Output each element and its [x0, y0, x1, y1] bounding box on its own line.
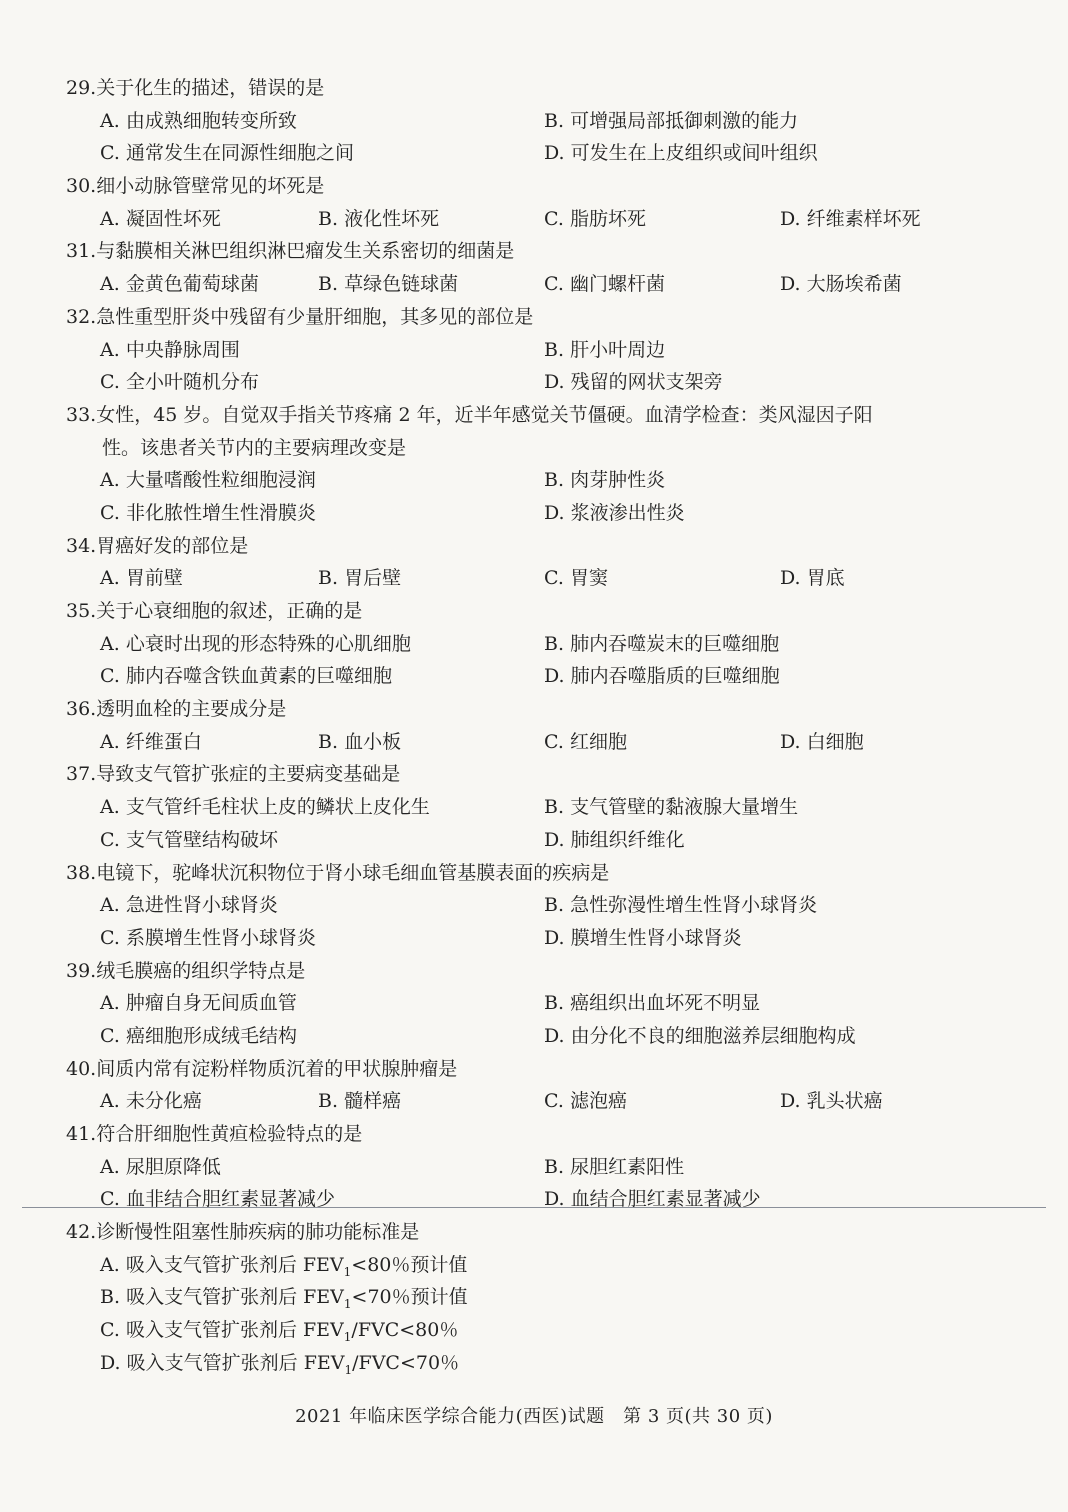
- option-letter: B.: [544, 632, 565, 655]
- option-text: 支气管壁的黏液腺大量增生: [570, 796, 799, 819]
- option-text: 系膜增生性肾小球肾炎: [125, 926, 316, 949]
- question-stem-text: 间质内常有淀粉样物质沉着的甲状腺肿瘤是: [96, 1057, 458, 1080]
- question-stem: [66, 432, 1016, 465]
- answer-option[interactable]: [100, 1347, 459, 1387]
- option-letter: A.: [100, 567, 120, 590]
- question-stem-text: 透明血栓的主要成分是: [96, 698, 287, 721]
- question-number: 39.: [66, 959, 97, 982]
- option-row: [66, 268, 1016, 301]
- option-text: 幽门螺杆菌: [569, 273, 665, 296]
- option-text: 胃窦: [569, 567, 608, 590]
- option-letter: D.: [544, 926, 565, 949]
- question-stem-text: 绒毛膜癌的组织学特点是: [96, 959, 306, 982]
- option-row: [66, 628, 1016, 661]
- answer-option[interactable]: [100, 562, 183, 595]
- answer-option[interactable]: [100, 1020, 297, 1053]
- question-stem-text: 诊断慢性阻塞性肺疾病的肺功能标准是: [96, 1221, 420, 1244]
- question-stem-text: 符合肝细胞性黄疸检验特点的是: [96, 1123, 363, 1145]
- option-letter: D.: [780, 207, 801, 230]
- page-footer: 2021 年临床医学综合能力(西医)试题 第 3 页(共 30 页): [295, 1406, 773, 1427]
- option-text-suffix: /FVC<70％: [352, 1351, 460, 1374]
- answer-option[interactable]: [318, 268, 458, 301]
- option-row: [66, 137, 1016, 170]
- option-row: [66, 1183, 1016, 1216]
- option-row: [66, 922, 1016, 955]
- option-text: 髓样癌: [344, 1090, 402, 1113]
- question-stem: [66, 693, 1016, 726]
- option-text: 癌组织出血坏死不明显: [570, 992, 761, 1015]
- answer-option[interactable]: [544, 1183, 761, 1216]
- option-letter: B.: [318, 1090, 339, 1113]
- option-text: 脂肪坏死: [569, 207, 646, 230]
- answer-option[interactable]: [100, 334, 240, 367]
- page-fold-line: [22, 1207, 1046, 1208]
- option-letter: D.: [544, 142, 565, 165]
- option-row: [66, 824, 1016, 857]
- answer-option[interactable]: [780, 203, 921, 236]
- answer-option[interactable]: [544, 366, 723, 399]
- option-row: [66, 791, 1016, 824]
- option-text: 肺内吞噬炭末的巨噬细胞: [570, 632, 780, 655]
- question-stem: [66, 1216, 1016, 1249]
- option-text: 吸入支气管扩张剂后 FEV: [126, 1351, 345, 1374]
- option-letter: D.: [544, 1024, 565, 1047]
- option-letter: A.: [100, 730, 120, 753]
- option-text: 可增强局部抵御刺激的能力: [570, 109, 799, 132]
- option-letter: C.: [100, 371, 120, 394]
- question-number: 33.: [66, 403, 97, 426]
- option-letter: B.: [318, 207, 339, 230]
- option-letter: B.: [544, 894, 565, 917]
- option-letter: A.: [100, 1090, 120, 1113]
- answer-option[interactable]: [100, 1085, 202, 1118]
- option-letter: D.: [780, 567, 801, 590]
- question: [66, 399, 1016, 530]
- option-subscript: 1: [343, 1329, 352, 1344]
- option-text: 急进性肾小球肾炎: [125, 894, 278, 917]
- answer-option[interactable]: [544, 660, 780, 693]
- option-text: 膜增生性肾小球肾炎: [570, 926, 742, 949]
- question: [66, 1216, 1016, 1379]
- option-letter: A.: [100, 338, 120, 361]
- option-text: 癌细胞形成绒毛结构: [125, 1024, 297, 1047]
- option-text: 吸入支气管扩张剂后 FEV: [126, 1286, 344, 1309]
- question: [66, 1053, 1016, 1118]
- question-stem-text: 急性重型肝炎中残留有少量肝细胞，其多见的部位是: [96, 305, 534, 328]
- option-text: 草绿色链球菌: [344, 273, 459, 296]
- question-stem-text: 胃癌好发的部位是: [96, 534, 249, 557]
- answer-option[interactable]: [544, 889, 817, 922]
- option-text: 肺内吞噬脂质的巨噬细胞: [570, 665, 780, 688]
- option-text: 支气管纤毛柱状上皮的鳞状上皮化生: [125, 796, 430, 819]
- option-letter: A.: [100, 207, 120, 230]
- option-letter: D.: [780, 730, 801, 753]
- answer-option[interactable]: [100, 1183, 335, 1216]
- question: [66, 955, 1016, 1053]
- question-stem: [66, 72, 1016, 105]
- option-row: [66, 1085, 1016, 1118]
- option-letter: D.: [780, 1090, 801, 1113]
- option-letter: D.: [544, 371, 565, 394]
- option-letter: D.: [544, 828, 565, 851]
- option-letter: C.: [544, 730, 564, 753]
- option-letter: C.: [100, 665, 120, 688]
- option-text: 肝小叶周边: [570, 338, 666, 361]
- question-stem-text: 与黏膜相关淋巴组织淋巴瘤发生关系密切的细菌是: [96, 240, 515, 263]
- option-letter: C.: [100, 1024, 120, 1047]
- option-letter: A.: [100, 469, 120, 492]
- option-letter: B.: [318, 273, 339, 296]
- answer-option[interactable]: [544, 464, 665, 497]
- answer-option[interactable]: [780, 726, 864, 759]
- question: [66, 301, 1016, 399]
- option-letter: C.: [100, 1319, 120, 1342]
- option-letter: B.: [544, 992, 565, 1015]
- option-text: 胃底: [806, 567, 845, 590]
- option-row: [66, 660, 1016, 693]
- question: [66, 530, 1016, 595]
- answer-option[interactable]: [544, 105, 798, 138]
- option-text: 胃后壁: [344, 567, 402, 590]
- option-letter: A.: [100, 273, 120, 296]
- option-letter: A.: [100, 1155, 120, 1178]
- answer-option[interactable]: [544, 987, 760, 1020]
- option-row: [66, 1020, 1016, 1053]
- option-text: 液化性坏死: [344, 207, 440, 230]
- question: [66, 693, 1016, 758]
- option-text: 急性弥漫性增生性肾小球肾炎: [570, 894, 818, 917]
- question-stem: [66, 1053, 1016, 1086]
- answer-option[interactable]: [318, 1085, 401, 1118]
- answer-option[interactable]: [544, 137, 818, 170]
- option-letter: C.: [100, 926, 120, 949]
- option-letter: D.: [544, 665, 565, 688]
- answer-option[interactable]: [100, 464, 316, 497]
- option-letter: C.: [544, 207, 564, 230]
- answer-option[interactable]: [100, 1151, 221, 1184]
- question: [66, 170, 1016, 235]
- option-letter: C.: [100, 142, 120, 165]
- option-text: 非化脓性增生性滑膜炎: [125, 501, 316, 524]
- question-number: 30.: [66, 175, 97, 198]
- answer-option[interactable]: [780, 1085, 883, 1118]
- answer-option[interactable]: [100, 660, 392, 693]
- option-text: 可发生在上皮组织或间叶组织: [570, 142, 818, 165]
- option-letter: C.: [100, 828, 120, 851]
- answer-option[interactable]: [544, 628, 779, 661]
- option-text: 白细胞: [806, 730, 864, 753]
- option-text: 乳头状癌: [806, 1090, 883, 1113]
- question-stem: [66, 170, 1016, 203]
- option-letter: A.: [100, 796, 120, 819]
- question-stem: [66, 595, 1016, 628]
- question-list: [66, 72, 1016, 1380]
- option-letter: B.: [544, 469, 565, 492]
- option-text: 滤泡癌: [569, 1090, 627, 1113]
- option-letter: D.: [780, 273, 801, 296]
- question-stem: [66, 530, 1016, 563]
- option-text: 通常发生在同源性细胞之间: [125, 142, 354, 165]
- answer-option[interactable]: [100, 889, 278, 922]
- option-text: 肺组织纤维化: [570, 828, 685, 851]
- option-letter: C.: [544, 273, 564, 296]
- option-letter: B.: [544, 796, 565, 819]
- option-text: 未分化癌: [125, 1090, 202, 1113]
- question-number: 37.: [66, 763, 97, 786]
- option-letter: B.: [100, 1286, 121, 1309]
- option-text-suffix: <80％预计值: [351, 1253, 468, 1276]
- question-stem-text: 女性，45 岁。自觉双手指关节疼痛 2 年，近半年感觉关节僵硬。血清学检查：类风湿因子阳: [96, 403, 873, 426]
- question-number: 41.: [66, 1123, 97, 1145]
- option-text-suffix: <70％预计值: [351, 1286, 468, 1309]
- answer-option[interactable]: [544, 203, 646, 236]
- question-stem: [66, 301, 1016, 334]
- question-number: 42.: [66, 1221, 97, 1244]
- answer-option[interactable]: [544, 1151, 684, 1184]
- answer-option[interactable]: [100, 497, 316, 530]
- option-letter: B.: [318, 567, 339, 590]
- option-letter: A.: [100, 1253, 120, 1276]
- option-text: 纤维蛋白: [125, 730, 202, 753]
- option-letter: A.: [100, 992, 120, 1015]
- question: [66, 72, 1016, 170]
- question-stem: [66, 1118, 1016, 1151]
- option-letter: A.: [100, 894, 120, 917]
- answer-option[interactable]: [544, 1085, 627, 1118]
- option-row: [66, 1249, 1016, 1282]
- option-text: 血非结合胆红素显著减少: [125, 1188, 335, 1211]
- option-row: [66, 334, 1016, 367]
- option-text: 大肠埃希菌: [806, 273, 902, 296]
- answer-option[interactable]: [544, 791, 798, 824]
- option-text: 肿瘤自身无间质血管: [125, 992, 297, 1015]
- option-letter: C.: [544, 1090, 564, 1113]
- option-subscript: 1: [344, 1362, 353, 1377]
- question-stem: [66, 235, 1016, 268]
- answer-option[interactable]: [544, 268, 665, 301]
- answer-option[interactable]: [544, 726, 627, 759]
- answer-option[interactable]: [318, 203, 439, 236]
- option-text: 心衰时出现的形态特殊的心肌细胞: [125, 632, 411, 655]
- option-text: 中央静脉周围: [125, 338, 240, 361]
- option-row: [66, 1347, 1016, 1380]
- option-subscript: 1: [343, 1297, 352, 1312]
- option-text: 肺内吞噬含铁血黄素的巨噬细胞: [125, 665, 392, 688]
- question-stem-text: 关于心衰细胞的叙述，正确的是: [96, 600, 363, 622]
- option-text: 全小叶随机分布: [125, 371, 259, 394]
- option-text: 吸入支气管扩张剂后 FEV: [125, 1319, 344, 1342]
- question: [66, 758, 1016, 856]
- question-stem-text: 电镜下，驼峰状沉积物位于肾小球毛细血管基膜表面的疾病是: [96, 861, 610, 884]
- answer-option[interactable]: [100, 824, 278, 857]
- answer-option[interactable]: [100, 268, 259, 301]
- question-stem-text: 性。该患者关节内的主要病理改变是: [102, 436, 407, 459]
- answer-option[interactable]: [544, 334, 665, 367]
- answer-option[interactable]: [100, 203, 221, 236]
- question-stem-text: 关于化生的描述，错误的是: [96, 77, 325, 99]
- question: [66, 857, 1016, 955]
- option-text: 由分化不良的细胞滋养层细胞构成: [570, 1024, 856, 1047]
- option-row: [66, 497, 1016, 530]
- option-letter: B.: [544, 338, 565, 361]
- option-letter: D.: [100, 1351, 121, 1374]
- option-text: 金黄色葡萄球菌: [125, 273, 259, 296]
- option-row: [66, 726, 1016, 759]
- option-text: 肉芽肿性炎: [570, 469, 666, 492]
- option-letter: C.: [544, 567, 564, 590]
- option-row: [66, 889, 1016, 922]
- answer-option[interactable]: [544, 922, 742, 955]
- answer-option[interactable]: [100, 726, 202, 759]
- option-text: 尿胆红素阳性: [570, 1155, 685, 1178]
- option-letter: A.: [100, 109, 120, 132]
- option-text: 尿胆原降低: [125, 1155, 221, 1178]
- question-stem: [66, 857, 1016, 890]
- answer-option[interactable]: [544, 824, 685, 857]
- answer-option[interactable]: [100, 105, 297, 138]
- option-letter: C.: [100, 501, 120, 524]
- answer-option[interactable]: [100, 791, 430, 824]
- question-stem: [66, 758, 1016, 791]
- option-row: [66, 464, 1016, 497]
- question-number: 36.: [66, 698, 97, 721]
- option-text: 大量嗜酸性粒细胞浸润: [125, 469, 316, 492]
- option-text: 浆液渗出性炎: [570, 501, 685, 524]
- answer-option[interactable]: [100, 137, 354, 170]
- question-number: 38.: [66, 861, 97, 884]
- option-text: 残留的网状支架旁: [570, 371, 723, 394]
- question-number: 31.: [66, 240, 97, 263]
- answer-option[interactable]: [100, 987, 297, 1020]
- question: [66, 1118, 1016, 1216]
- question-number: 40.: [66, 1057, 97, 1080]
- option-letter: B.: [318, 730, 339, 753]
- option-row: [66, 1314, 1016, 1347]
- option-text: 红细胞: [569, 730, 627, 753]
- option-row: [66, 1151, 1016, 1184]
- question-number: 29.: [66, 77, 97, 99]
- option-row: [66, 562, 1016, 595]
- option-row: [66, 1281, 1016, 1314]
- answer-option[interactable]: [544, 1020, 856, 1053]
- option-row: [66, 203, 1016, 236]
- option-letter: C.: [100, 1188, 120, 1211]
- option-letter: D.: [544, 501, 565, 524]
- answer-option[interactable]: [544, 562, 608, 595]
- answer-option[interactable]: [780, 562, 845, 595]
- option-text: 凝固性坏死: [125, 207, 221, 230]
- option-row: [66, 987, 1016, 1020]
- question: [66, 235, 1016, 300]
- option-letter: D.: [544, 1188, 565, 1211]
- option-text: 血小板: [344, 730, 402, 753]
- answer-option[interactable]: [100, 628, 411, 661]
- option-text: 纤维素样坏死: [806, 207, 921, 230]
- answer-option[interactable]: [100, 922, 316, 955]
- answer-option[interactable]: [544, 497, 685, 530]
- question-number: 34.: [66, 534, 97, 557]
- option-text: 支气管壁结构破坏: [125, 828, 278, 851]
- answer-option[interactable]: [780, 268, 902, 301]
- option-row: [66, 105, 1016, 138]
- answer-option[interactable]: [318, 562, 401, 595]
- option-text: 胃前壁: [125, 567, 183, 590]
- option-row: [66, 366, 1016, 399]
- question-stem-text: 导致支气管扩张症的主要病变基础是: [96, 763, 401, 786]
- question-number: 32.: [66, 305, 97, 328]
- option-letter: A.: [100, 632, 120, 655]
- option-text: 血结合胆红素显著减少: [570, 1188, 761, 1211]
- question-stem: [66, 399, 1016, 432]
- question-stem-text: 细小动脉管壁常见的坏死是: [96, 175, 325, 198]
- option-subscript: 1: [343, 1264, 352, 1279]
- option-text-suffix: /FVC<80％: [351, 1319, 459, 1342]
- answer-option[interactable]: [100, 366, 259, 399]
- question-stem: [66, 955, 1016, 988]
- option-letter: B.: [544, 109, 565, 132]
- question-number: 35.: [66, 600, 97, 622]
- option-letter: B.: [544, 1155, 565, 1178]
- question: [66, 595, 1016, 693]
- option-text: 由成熟细胞转变所致: [125, 109, 297, 132]
- option-text: 吸入支气管扩张剂后 FEV: [125, 1253, 344, 1276]
- answer-option[interactable]: [318, 726, 401, 759]
